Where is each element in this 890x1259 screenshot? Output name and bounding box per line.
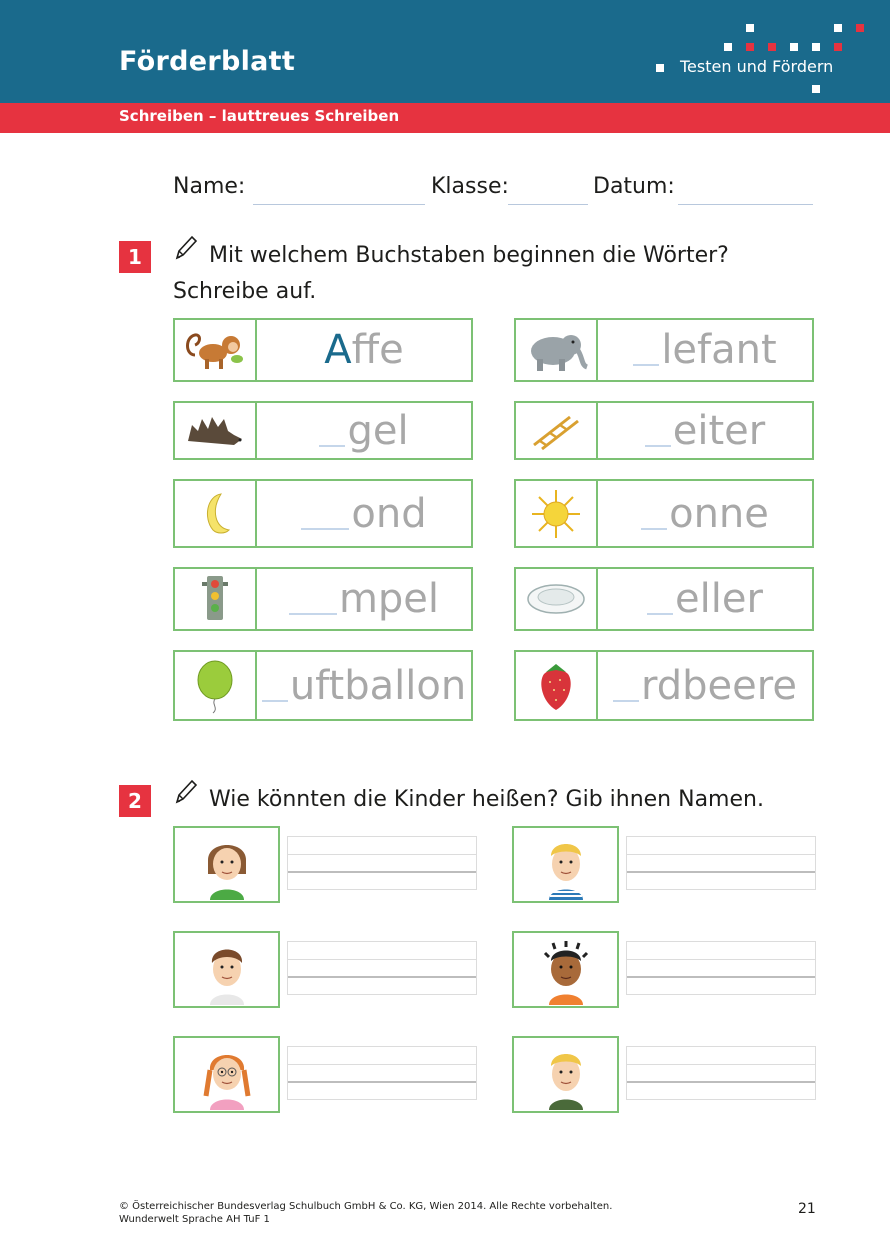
footer [119,1200,612,1226]
name-writing-lines[interactable] [626,1046,816,1100]
letter-gap[interactable] [613,670,639,702]
brand-label: Testen und Fördern [680,57,834,76]
class-label: Klasse: [431,174,509,199]
word-rest: gel [347,407,409,454]
kid-portrait-girl [173,1036,280,1113]
kid-portrait-boy [512,826,619,903]
letter-gap[interactable] [633,334,659,366]
copyright-text: © Österreichischer Bundesverlag Schulbuch GmbH & Co. KG, Wien 2014. Alle Rechte vorbehalten. [119,1201,613,1212]
word-rest: ffe [351,327,404,373]
letter-gap[interactable] [262,670,288,702]
word-rest: onne [669,490,769,537]
word-card-leiter [514,401,814,460]
word-card-erdbeere [514,650,814,721]
monkey-icon [175,320,257,380]
page-number: 21 [798,1201,816,1217]
word-card-luftballon [173,650,473,721]
word-card-igel [173,401,473,460]
letter-gap[interactable] [319,415,345,447]
page-title: Förderblatt [119,46,296,77]
date-label: Datum: [593,174,675,199]
word-rest: ond [351,490,427,537]
task-number: 2 [119,785,151,817]
subtitle: Schreiben – lauttreues Schreiben [119,107,400,125]
book-title: Wunderwelt Sprache AH TuF 1 [119,1214,270,1225]
name-writing-lines[interactable] [287,941,477,995]
sun-icon [516,481,598,546]
word-rest: lefant [661,327,777,373]
word-rest: eller [675,576,763,622]
letter-gap[interactable] [301,498,349,530]
letter-gap[interactable] [289,583,337,615]
traffic-light-icon [175,569,257,629]
word-rest: mpel [338,576,440,622]
name-writing-lines[interactable] [287,1046,477,1100]
word-card-sonne [514,479,814,548]
task-number: 1 [119,241,151,273]
hedgehog-icon [175,403,257,458]
word-rest: rdbeere [641,662,797,709]
kid-portrait-girl [173,826,280,903]
word-card-elefant [514,318,814,382]
word-card-teller [514,567,814,631]
kid-portrait-boy [512,1036,619,1113]
pencil-icon [173,234,199,262]
word-first-letter[interactable]: A [324,327,352,373]
name-writing-lines[interactable] [626,941,816,995]
balloon-icon [175,652,257,719]
date-field[interactable] [678,204,813,205]
kid-portrait-boy [173,931,280,1008]
word-card-mond [173,479,473,548]
elephant-icon [516,320,598,380]
class-field[interactable] [508,204,588,205]
name-writing-lines[interactable] [287,836,477,890]
letter-gap[interactable] [641,498,667,530]
letter-gap[interactable] [645,415,671,447]
word-rest: uftballon [289,662,467,709]
task1-instruction-2: Schreibe auf. [173,279,317,304]
moon-icon [175,481,257,546]
letter-gap[interactable] [647,583,673,615]
word-card-ampel [173,567,473,631]
plate-icon [516,569,598,629]
kid-portrait-boy [512,931,619,1008]
strawberry-icon [516,652,598,719]
name-field[interactable] [253,204,425,205]
pencil-icon [173,778,199,806]
ladder-icon [516,403,598,458]
name-label: Name: [173,174,246,199]
word-rest: eiter [672,407,766,454]
word-card-affe [173,318,473,382]
name-writing-lines[interactable] [626,836,816,890]
task1-instruction: Mit welchem Buchstaben beginnen die Wörter? [209,243,729,268]
task2-instruction: Wie könnten die Kinder heißen? Gib ihnen Namen. [209,787,764,812]
